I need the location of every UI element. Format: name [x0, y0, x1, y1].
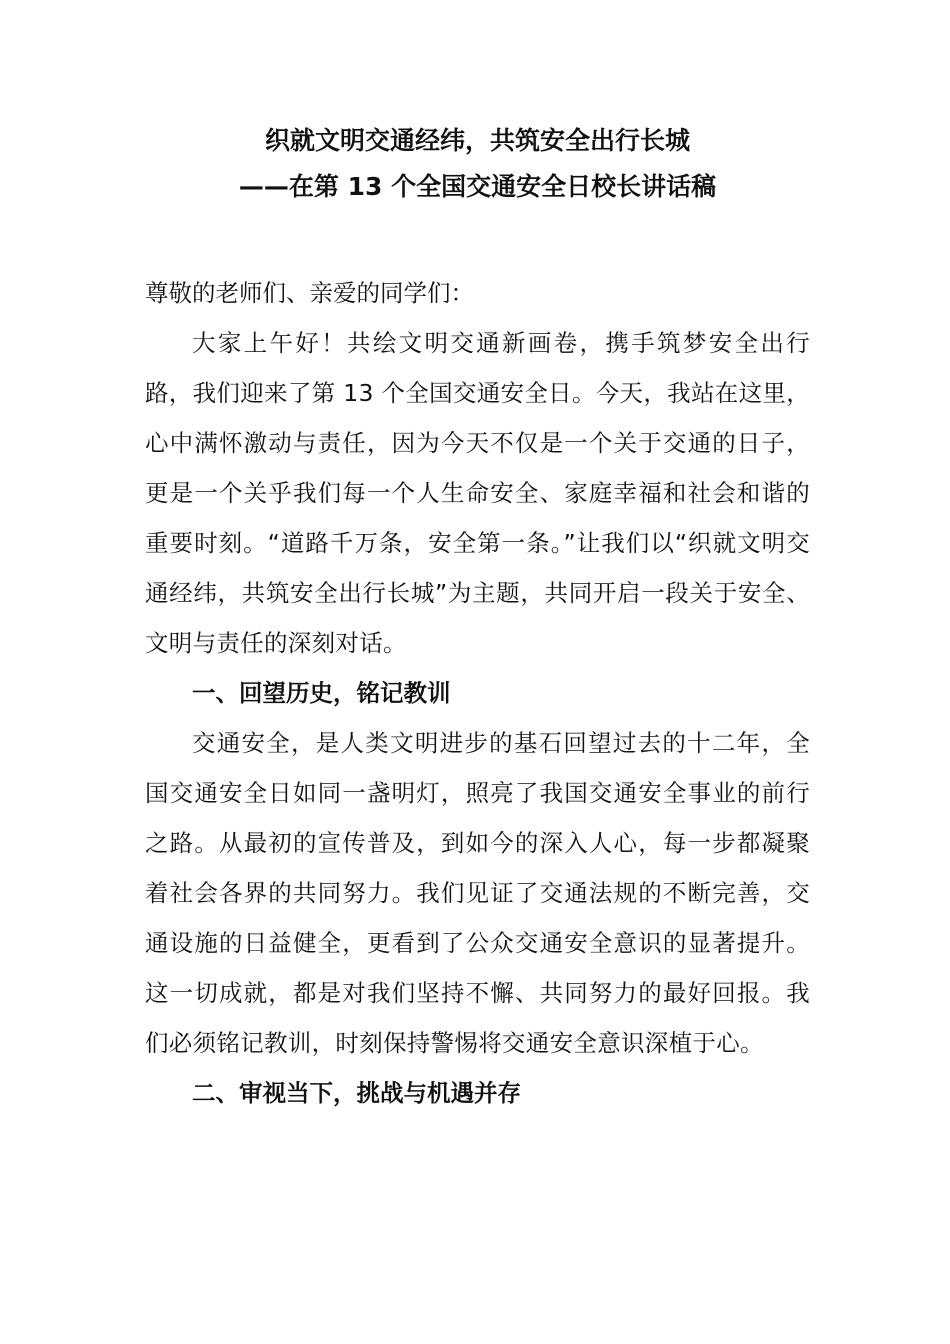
salutation: 尊敬的老师们、亲爱的同学们： — [145, 279, 474, 307]
document-page — [145, 118, 810, 1118]
document-subtitle: ——在第 13 个全国交通安全日校长讲话稿 — [238, 172, 717, 201]
paragraph-2: 交通安全，是人类文明进步的基石回望过去的十二年，全国交通安全日如同一盏明灯，照亮了我国交通安全事业的前行之路。从最初的宣传普及，到如今的深入人心，每一步都凝聚着社会各界的共同努力。我们见证了交通法规的不断完善，交通设施的日益健全，更看到了公众交通安全意识的显著提升。这一切成就，都是对我们坚持不懈、共同努力的最好回报。我们必须铭记教训，时刻保持警惕将交通安全意识深植于心。 — [145, 729, 810, 1057]
paragraph-1: 大家上午好！共绘文明交通新画卷，携手筑梦安全出行路，我们迎来了第 13 个全国交通安全日。今天，我站在这里，心中满怀激动与责任，因为今天不仅是一个关于交通的日子，更是一个关乎我们每一个人生命安全、家庭幸福和社会和谐的重要时刻。“道路千万条，安全第一条。”让我们以“织就文明交通经纬，共筑安全出行长城”为主题，共同开启一段关于安全、文明与责任的深刻对话。 — [145, 329, 810, 657]
section-heading-1: 一、回望历史，铭记教训 — [192, 679, 451, 707]
document-title: 织就文明交通经纬，共筑安全出行长城 — [264, 126, 690, 155]
section-heading-2: 二、审视当下，挑战与机遇并存 — [192, 1079, 521, 1107]
title-block — [125, 118, 830, 210]
